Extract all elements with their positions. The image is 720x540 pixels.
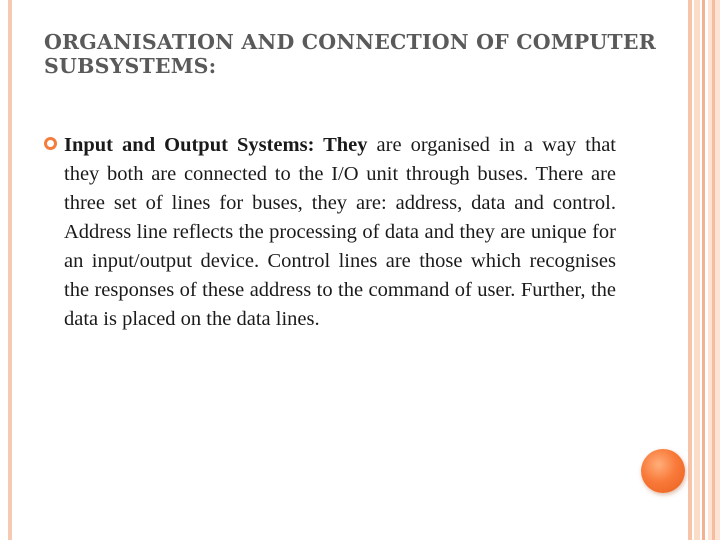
right-decorative-stripe [702, 0, 705, 540]
orange-orb-icon [641, 449, 685, 493]
left-border-line [8, 0, 12, 540]
right-decorative-stripe [712, 0, 715, 540]
bullet-lead: Input and Output Systems: They [64, 134, 368, 156]
bullet-text [64, 131, 616, 334]
slide-title: ORGANISATION AND CONNECTION OF COMPUTER SUBSYSTEMS: [44, 30, 656, 78]
right-decorative-stripe [688, 0, 692, 540]
bullet-body: are organised in a way that they both are connected to the I/O unit through buses. There are three set of lines for buses, they are: address, data and control. Address line reflects the processing of data and they are unique for an input/output device. Control lines are those which recognises the responses of these address to the command of user. Further, the data is placed on the data lines. [64, 134, 616, 330]
right-decorative-stripe [694, 0, 700, 540]
bullet-ring-icon [44, 137, 57, 150]
